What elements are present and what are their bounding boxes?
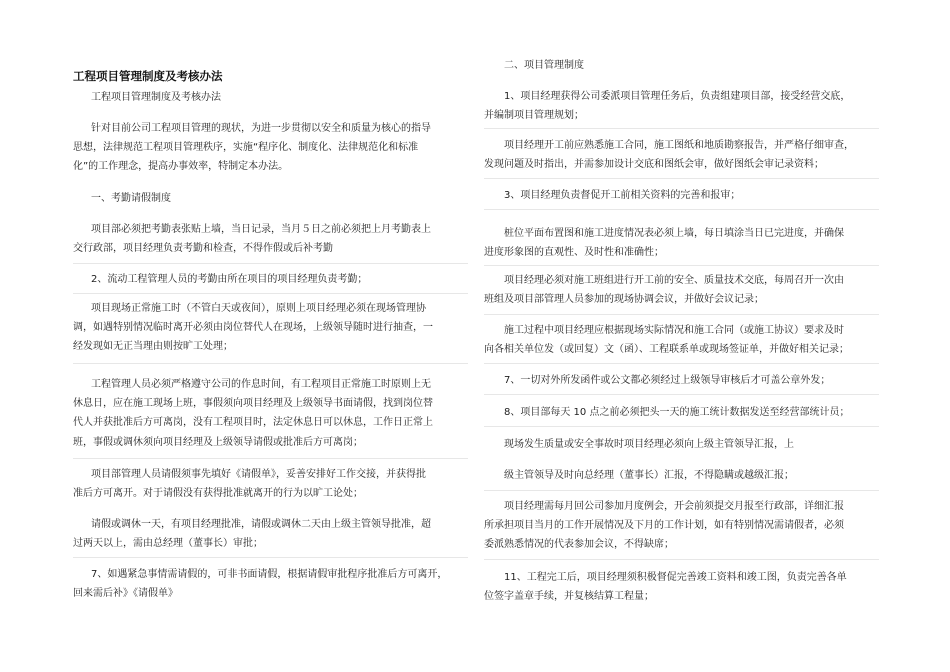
paragraph-leave-form: 项目部管理人员请假须事先填好《请假单》，妥善安排好工作交接，并获得批 准后方可离开。对于请假没有获得批准就离开的行为以旷工论处； bbox=[73, 469, 426, 500]
document-subtitle: 工程项目管理制度及考核办法 bbox=[91, 92, 221, 103]
divider bbox=[484, 209, 879, 210]
paragraph-progress-chart: 桩位平面布置图和施工进度情况表必须上墙，每日填涂当日已完进度，并确保 进度形象图的直观性、及时性和准确性； bbox=[484, 228, 844, 259]
paragraph-incident-report: 现场发生质量或安全事故时项目经理必须向上级主管领导汇报，上 bbox=[504, 439, 794, 450]
document-title: 工程项目管理制度及考核办法 bbox=[73, 69, 223, 83]
divider bbox=[73, 458, 468, 459]
paragraph-safety-briefing: 项目经理必须对施工班组进行开工前的安全、质量技术交底，每周召开一次由 班组及项目部管理人员参加的现场协调会议，并做好会议记录； bbox=[484, 275, 844, 306]
divider bbox=[484, 490, 879, 491]
divider bbox=[484, 394, 879, 395]
divider bbox=[73, 557, 468, 558]
divider bbox=[484, 178, 879, 179]
divider bbox=[484, 363, 879, 364]
paragraph-contract-review: 项目经理开工前应熟悉施工合同，施工图纸和地质勘察报告，并严格仔细审查， 发现问题及时指出，并需参加设计交底和图纸会审，做好图纸会审记录资料； bbox=[484, 140, 854, 171]
intro-paragraph: 针对目前公司工程项目管理的现状，为进一步贯彻以安全和质量为核心的指导 思想，法律规范工程项目管理秩序，实施“程序化、制度化、法律规范化和标准 化”的工作理念，提高办事效率，特制定本办法。 bbox=[73, 123, 431, 173]
paragraph-work-hours: 工程管理人员必须严格遵守公司的作息时间，有工程项目正常施工时原则上无 休息日，应在施工现场上班，事假须向项目经理及上级领导书面请假，找到岗位替 代人并获批准后方可离岗，没有工程项目时，法定休息日可以休息，工作日正常上 班，事假或调休须向项目经理及上级领导请假或批准后方可离岗； bbox=[73, 379, 433, 448]
divider bbox=[73, 363, 468, 364]
section-heading-attendance: 一、考勤请假制度 bbox=[91, 193, 171, 204]
paragraph-onsite-management: 项目现场正常施工时（不管白天或夜间），原则上项目经理必须在现场管理协 调，如遇特别情况临时离开必须由岗位替代人在现场，上级领导随时进行抽查，一 经发现如无正当理由则按旷工处理； bbox=[73, 303, 433, 353]
paragraph-correspondence: 施工过程中项目经理应根据现场实际情况和施工合同（或施工协议）要求及时 向各相关单位发（或回复）文（函）、工程联系单或现场签证单，并做好相关记录； bbox=[484, 325, 849, 356]
divider bbox=[484, 426, 879, 427]
paragraph-leave-approval: 请假或调休一天，有项目经理批准，请假或调休二天由上级主管领导批准，超 过两天以上，需由总经理（董事长）审批； bbox=[73, 519, 431, 550]
divider bbox=[73, 293, 468, 294]
paragraph-urgent-leave: 7、如遇紧急事情需请假的，可非书面请假，根据请假审批程序批准后方可离开， 回来需后补》《请假单》 bbox=[73, 569, 448, 600]
divider bbox=[484, 265, 879, 266]
paragraph-mobile-staff: 2、流动工程管理人员的考勤由所在项目的项目经理负责考勤； bbox=[91, 274, 368, 285]
divider bbox=[73, 263, 468, 264]
paragraph-project-setup: 1、项目经理获得公司委派项目管理任务后，负责组建项目部，接受经营交底， 并编制项目管理规划； bbox=[484, 91, 851, 122]
divider bbox=[484, 128, 879, 129]
paragraph-daily-statistics: 8、项目部每天 10 点之前必须把头一天的施工统计数据发送至经营部统计员； bbox=[504, 407, 850, 418]
paragraph-completion: 11、工程完工后，项目经理须积极督促完善竣工资料和竣工图，负责完善各单 位签字盖章手续，并复核结算工程量； bbox=[484, 572, 847, 603]
paragraph-monthly-meeting: 项目经理需每月回公司参加月度例会，开会前须提交月报至行政部，详细汇报 所承担项目当月的工作开展情况及下月的工作计划，如有特别情况需请假者，必须 委派熟悉情况的代表参加会议，不得缺席； bbox=[484, 501, 844, 551]
paragraph-attendance-sheet: 项目部必须把考勤表张贴上墙，当日记录，当月５日之前必须把上月考勤表上 交行政部，项目经理负责考勤和检查，不得作假或后补考勤 bbox=[73, 224, 431, 255]
paragraph-pre-start-documents: 3、项目经理负责督促开工前相关资料的完善和报审； bbox=[504, 190, 741, 201]
paragraph-official-seal: 7、一切对外所发函件或公文都必须经过上级领导审核后才可盖公章外发； bbox=[504, 375, 831, 386]
divider bbox=[484, 314, 879, 315]
divider bbox=[484, 559, 879, 560]
paragraph-incident-escalation: 级主管领导及时向总经理（董事长）汇报，不得隐瞒或越级汇报； bbox=[504, 470, 794, 481]
section-heading-project-management: 二、项目管理制度 bbox=[504, 60, 584, 71]
